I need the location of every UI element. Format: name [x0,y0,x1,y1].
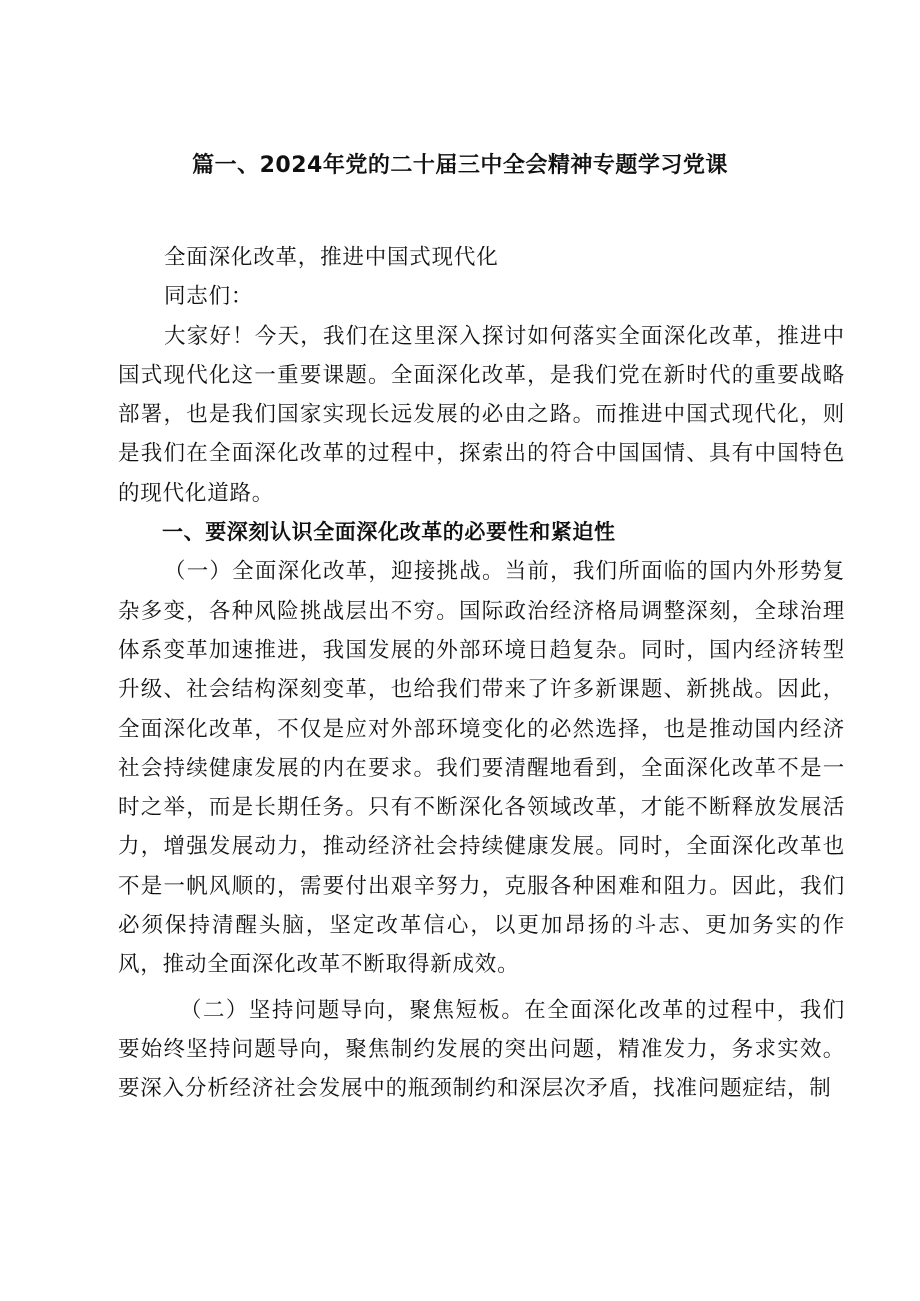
intro-paragraph: 大家好！今天，我们在这里深入探讨如何落实全面深化改革，推进中国式现代化这一重要课题。全面深化改革，是我们党在新时代的重要战略部署，也是我们国家实现长远发展的必由之路。而推进中国式现代化，则是我们在全面深化改革的过程中，探索出的符合中国国情、具有中国特色的现代化道路。 [118,323,845,506]
paragraph-2: （二）坚持问题导向，聚焦短板。在全面深化改革的过程中，我们要始终坚持问题导向，聚焦制约发展的突出问题，精准发力，务求实效。要深入分析经济社会发展中的瓶颈制约和深层次矛盾，找准问题症结，制 [118,997,845,1102]
document-body [118,238,845,1109]
salutation: 同志们： [164,284,254,310]
section-heading: 一、要深刻认识全面深化改革的必要性和紧迫性 [162,520,616,545]
paragraph-1: （一）全面深化改革，迎接挑战。当前，我们所面临的国内外形势复杂多变，各种风险挑战层出不穷。国际政治经济格局调整深刻，全球治理体系变革加速推进，我国发展的外部环境日趋复杂。同时，国内经济转型升级、社会结构深刻变革，也给我们带来了许多新课题、新挑战。因此，全面深化改革，不仅是应对外部环境变化的必然选择，也是推动国内经济社会持续健康发展的内在要求。我们要清醒地看到，全面深化改革不是一时之举，而是长期任务。只有不断深化各领域改革，才能不断释放发展活力，增强发展动力，推动经济社会持续健康发展。同时，全面深化改革也不是一帆风顺的，需要付出艰辛努力，克服各种困难和阻力。因此，我们必须保持清醒头脑，坚定改革信心，以更加昂扬的斗志、更加务实的作风，推动全面深化改革不断取得新成效。 [118,559,845,978]
document-title: 篇一、2024年党的二十届三中全会精神专题学习党课 [192,153,728,178]
subtitle-line: 全面深化改革，推进中国式现代化 [164,245,499,270]
